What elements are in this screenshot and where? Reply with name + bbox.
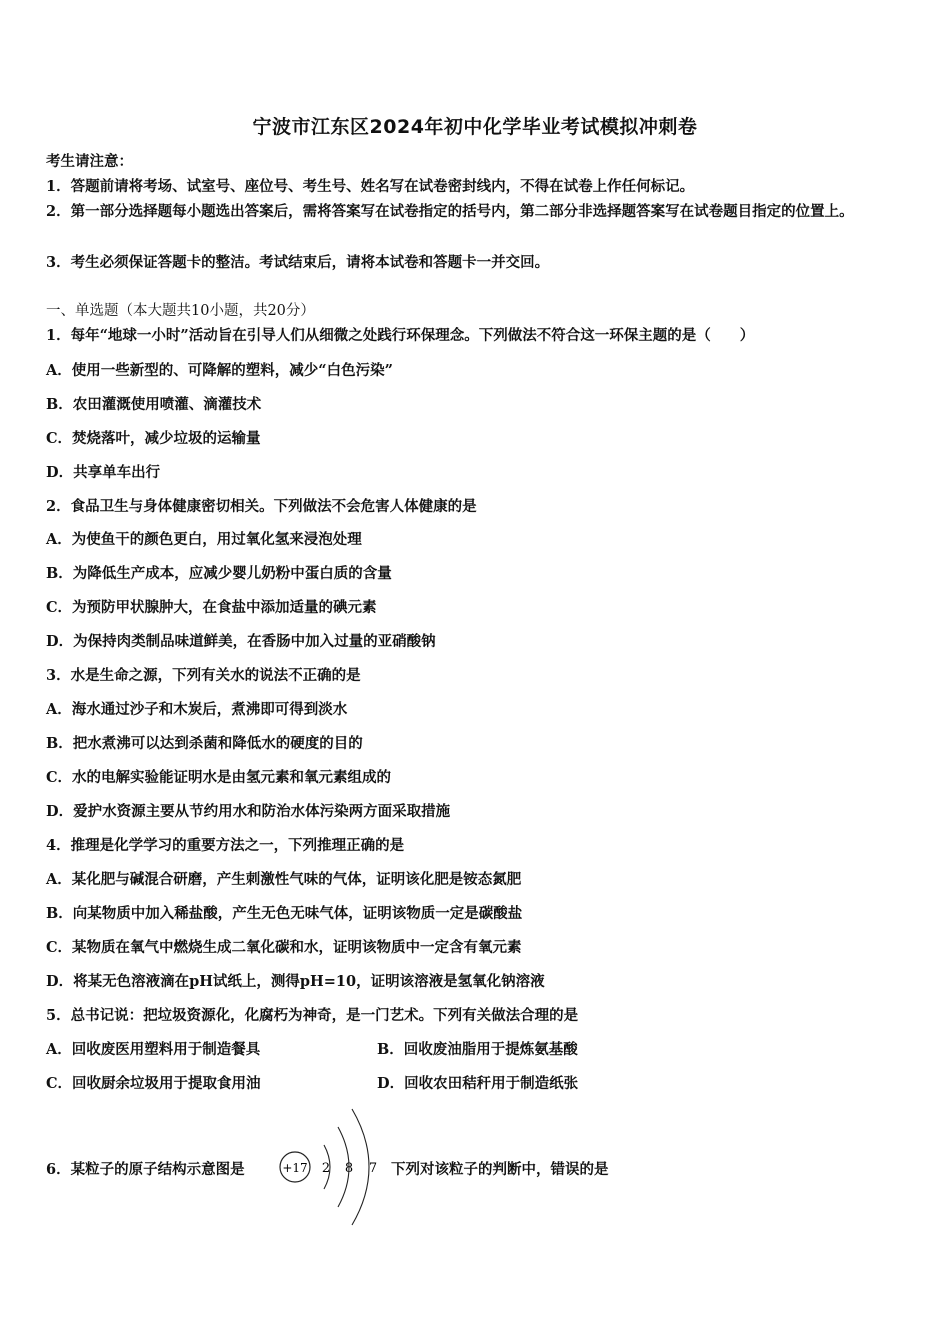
question-stem-continuation: 下列对该粒子的判断中，错误的是	[391, 1161, 609, 1178]
section-heading: 一、单选题（本大题共10小题，共20分）	[46, 303, 315, 319]
notice-item: 3．考生必须保证答题卡的整洁。考试结束后，请将本试卷和答题卡一并交回。	[46, 254, 550, 271]
question-option: D．回收农田秸秆用于制造纸张	[377, 1075, 579, 1092]
notice-item: 2．第一部分选择题每小题选出答案后，需将答案写在试卷指定的括号内，第二部分非选择题答案写在试卷题目指定的位置上。	[46, 203, 854, 220]
question-option: D．为保持肉类制品味道鲜美，在香肠中加入过量的亚硝酸钠	[46, 633, 436, 650]
question-option: D．将某无色溶液滴在pH试纸上，测得pH=10，证明该溶液是氢氧化钠溶液	[46, 973, 545, 990]
question-option: B．为降低生产成本，应减少婴儿奶粉中蛋白质的含量	[46, 565, 392, 582]
question-option: C．某物质在氧气中燃烧生成二氧化碳和水，证明该物质中一定含有氧元素	[46, 939, 522, 956]
question-stem: 6．某粒子的原子结构示意图是	[46, 1161, 245, 1178]
question-option: B．回收废油脂用于提炼氨基酸	[377, 1041, 578, 1058]
electron-shell-arc	[352, 1109, 369, 1225]
notice-item: 1．答题前请将考场、试室号、座位号、考生号、姓名写在试卷密封线内，不得在试卷上作任何标记。	[46, 178, 695, 195]
question-6-row	[46, 1105, 906, 1230]
question-option: B．向某物质中加入稀盐酸，产生无色无味气体，证明该物质一定是碳酸盐	[46, 905, 523, 922]
shell-electron-count: 7	[368, 1161, 378, 1176]
question-option: D．共享单车出行	[46, 464, 161, 481]
question-option: A．海水通过沙子和木炭后，煮沸即可得到淡水	[46, 701, 348, 718]
question-option: D．爱护水资源主要从节约用水和防治水体污染两方面采取措施	[46, 803, 451, 820]
nucleus-label: +17	[282, 1161, 308, 1175]
question-option: B．把水煮沸可以达到杀菌和降低水的硬度的目的	[46, 735, 363, 752]
notice-heading: 考生请注意：	[46, 153, 133, 170]
question-stem: 2．食品卫生与身体健康密切相关。下列做法不会危害人体健康的是	[46, 498, 477, 515]
question-option: C．水的电解实验能证明水是由氢元素和氧元素组成的	[46, 769, 392, 786]
atom-structure-diagram	[276, 1105, 386, 1230]
question-option: A．为使鱼干的颜色更白，用过氧化氢来浸泡处理	[46, 531, 362, 548]
question-stem: 4．推理是化学学习的重要方法之一，下列推理正确的是	[46, 837, 405, 854]
shell-electron-count: 2	[321, 1161, 331, 1176]
question-option: C．回收厨余垃圾用于提取食用油	[46, 1075, 261, 1092]
question-stem: 1．每年“地球一小时”活动旨在引导人们从细微之处践行环保理念。下列做法不符合这一环保主题的是（ ）	[46, 327, 755, 344]
question-stem: 5．总书记说：把垃圾资源化，化腐朽为神奇，是一门艺术。下列有关做法合理的是	[46, 1007, 579, 1024]
question-option: B．农田灌溉使用喷灌、滴灌技术	[46, 396, 262, 413]
question-stem: 3．水是生命之源，下列有关水的说法不正确的是	[46, 667, 361, 684]
page-title: 宁波市江东区2024年初中化学毕业考试模拟冲刺卷	[252, 116, 698, 138]
question-option: A．某化肥与碱混合研磨，产生刺激性气味的气体，证明该化肥是铵态氮肥	[46, 871, 522, 888]
question-option: C．焚烧落叶，减少垃圾的运输量	[46, 430, 261, 447]
shell-electron-count: 8	[344, 1161, 354, 1176]
question-option: A．使用一些新型的、可降解的塑料，减少“白色污染”	[46, 362, 393, 379]
question-option: A．回收废医用塑料用于制造餐具	[46, 1041, 261, 1058]
question-option: C．为预防甲状腺肿大，在食盐中添加适量的碘元素	[46, 599, 377, 616]
